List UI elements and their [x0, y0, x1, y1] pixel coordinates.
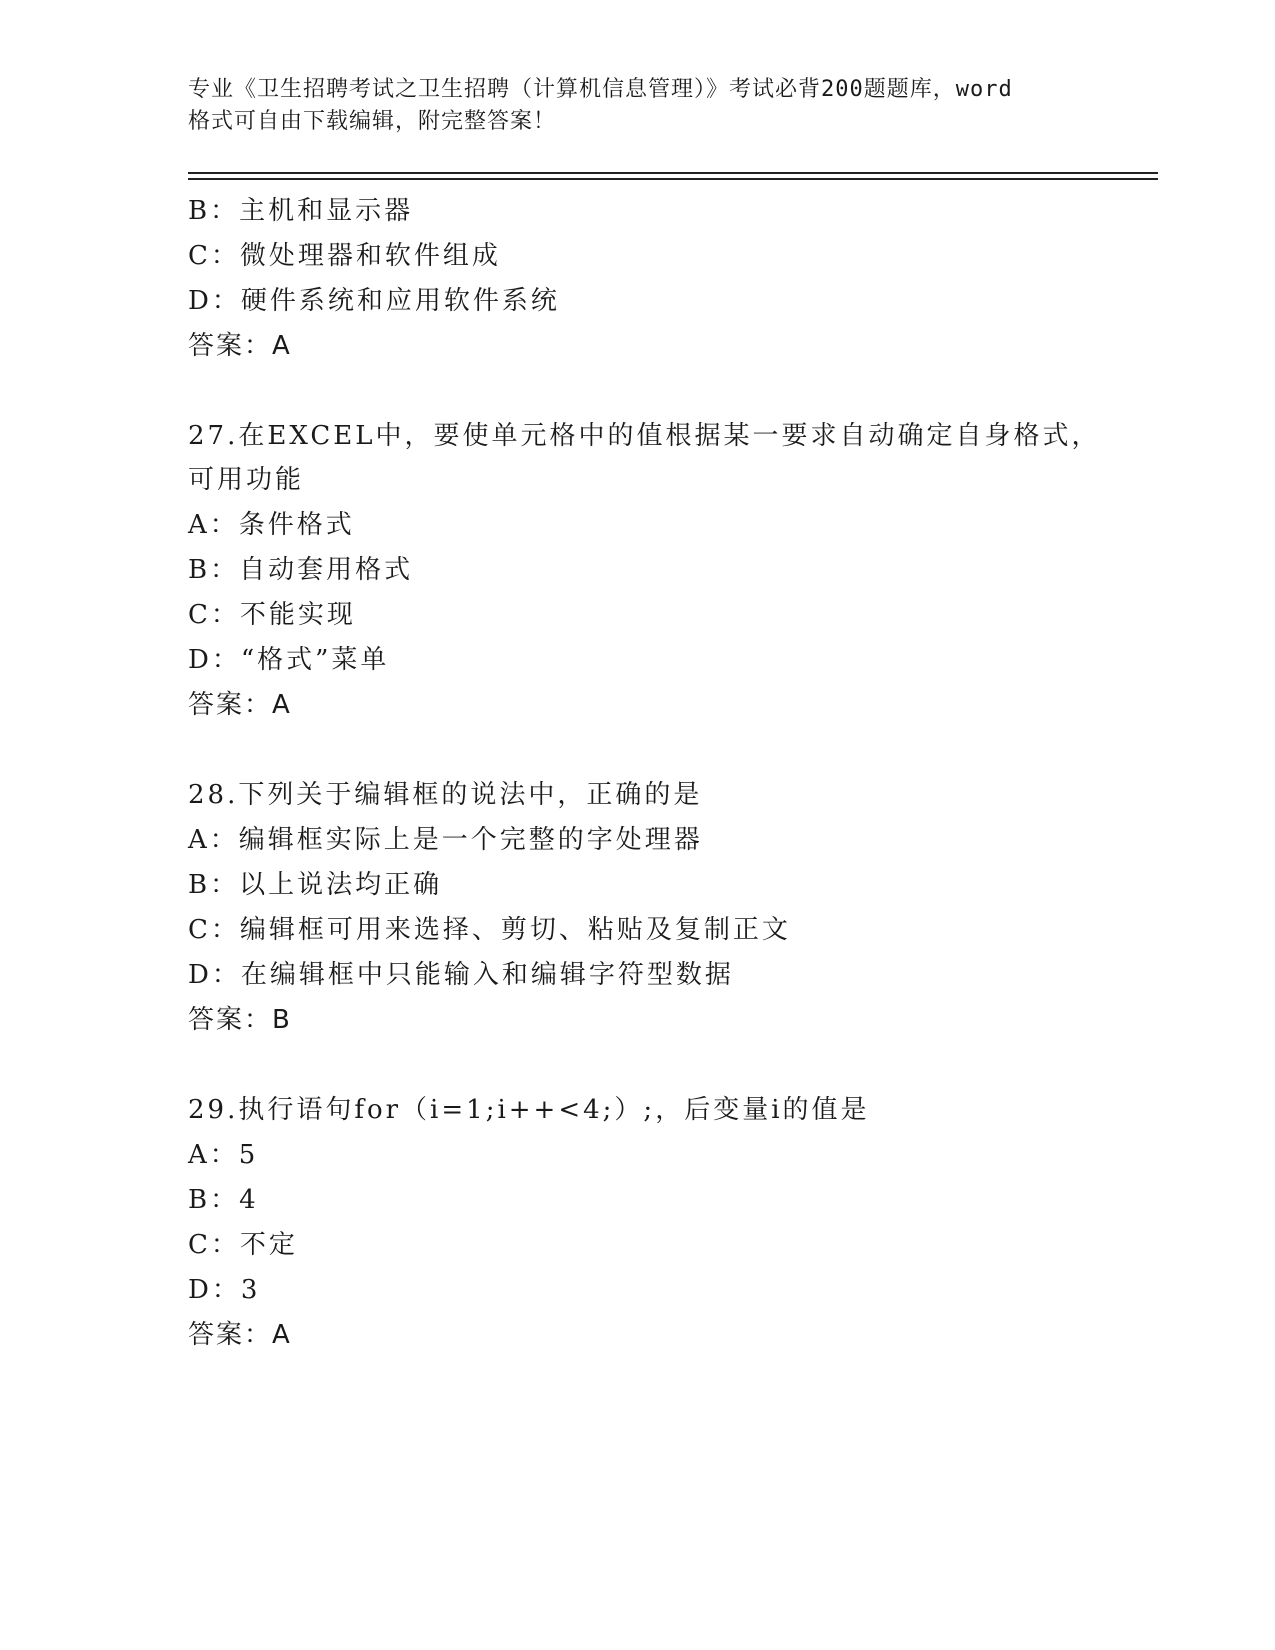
q29-stem: 29.执行语句for（i=1;i++<4;）;，后变量i的值是: [188, 1095, 870, 1125]
q28-option-a: A：编辑框实际上是一个完整的字处理器: [188, 825, 703, 855]
q26-option-b: B：主机和显示器: [188, 196, 414, 226]
q29-option-c: C：不定: [188, 1230, 298, 1260]
header-line-1: 专业《卫生招聘考试之卫生招聘（计算机信息管理）》考试必背200题题库，word: [188, 77, 1013, 102]
q27-stem-line-2: 可用功能: [188, 465, 305, 495]
header-rule-top: [188, 172, 1158, 174]
q29-option-a: A：5: [188, 1140, 259, 1170]
header-line-2: 格式可自由下载编辑，附完整答案！: [188, 109, 557, 134]
document-header: [188, 74, 1088, 138]
q28-option-b: B：以上说法均正确: [188, 870, 443, 900]
q26-answer: 答案：A: [188, 331, 292, 361]
q27-answer: 答案：A: [188, 690, 292, 720]
q29-option-d: D：3: [188, 1275, 261, 1305]
q27-stem-line-1: 27.在EXCEL中，要使单元格中的值根据某一要求自动确定自身格式，: [188, 421, 1101, 451]
q26-option-d: D：硬件系统和应用软件系统: [188, 286, 560, 316]
q29-option-b: B：4: [188, 1185, 259, 1215]
q29-answer: 答案：A: [188, 1320, 292, 1350]
header-rule-bottom: [188, 178, 1158, 180]
q27-option-c: C：不能实现: [188, 600, 356, 630]
q27-option-a: A：条件格式: [188, 510, 355, 540]
q28-answer: 答案：B: [188, 1005, 292, 1035]
q27-option-d: D：“格式”菜单: [188, 645, 390, 675]
q27-option-b: B：自动套用格式: [188, 555, 414, 585]
q26-option-c: C：微处理器和软件组成: [188, 241, 501, 271]
q28-option-c: C：编辑框可用来选择、剪切、粘贴及复制正文: [188, 915, 791, 945]
q28-stem: 28.下列关于编辑框的说法中，正确的是: [188, 780, 703, 810]
q28-option-d: D：在编辑框中只能输入和编辑字符型数据: [188, 960, 734, 990]
